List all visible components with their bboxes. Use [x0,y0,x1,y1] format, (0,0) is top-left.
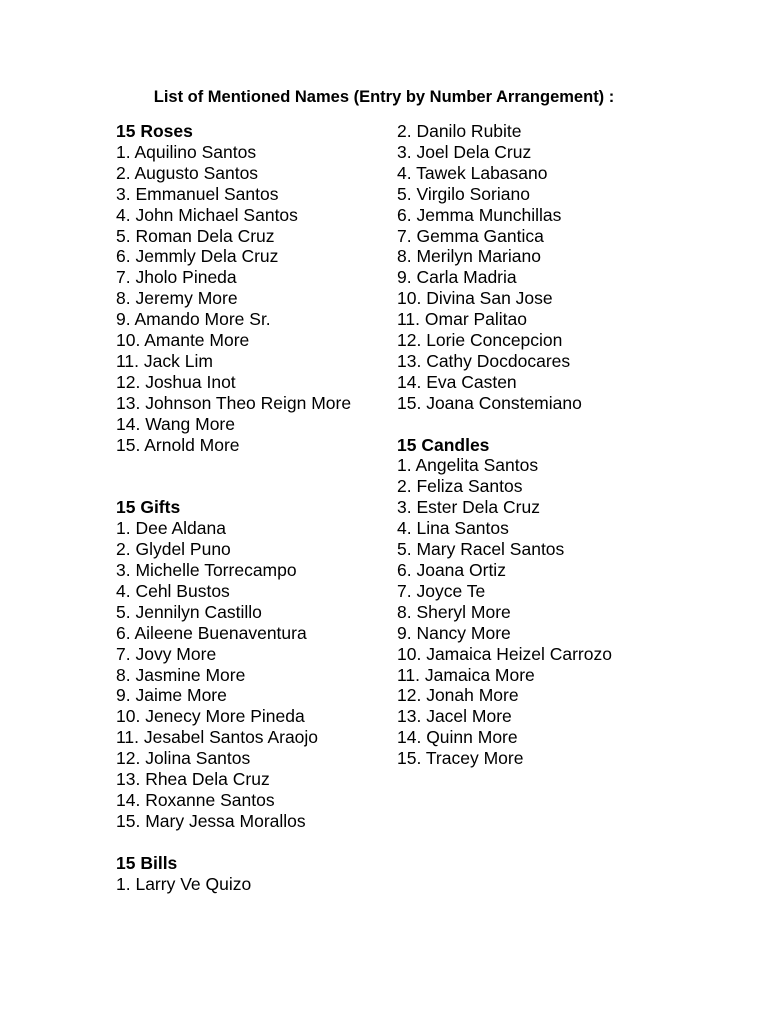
list-item: 14. Roxanne Santos [116,789,275,810]
list-item: 8. Sheryl More [397,601,511,622]
list-item: 9. Carla Madria [397,267,517,288]
gifts-heading: 15 Gifts [116,497,181,518]
list-item: 2. Danilo Rubite [397,121,522,141]
list-item: 2. Glydel Puno [116,539,231,560]
list-item: 6. Aileene Buenaventura [116,622,307,643]
list-item: 8. Merilyn Mariano [397,246,541,267]
list-item: 10. Amante More [116,330,250,351]
roses-heading: 15 Roses [116,121,193,141]
list-item: 6. Jemmly Dela Cruz [116,246,279,267]
list-item: 10. Divina San Jose [397,288,553,309]
list-item: 1. Angelita Santos [397,455,539,476]
list-item: 8. Jasmine More [116,664,246,685]
list-item: 9. Amando More Sr. [116,309,271,330]
bills-section-continued [397,121,757,414]
list-item: 9. Nancy More [397,622,511,643]
list-item: 1. Dee Aldana [116,518,226,539]
left-column [116,121,386,895]
candles-section [397,435,757,770]
list-item: 4. Lina Santos [397,518,509,539]
candles-heading: 15 Candles [397,434,490,455]
list-item: 7. Joyce Te [397,580,486,601]
list-item: 1. Aquilino Santos [116,141,257,162]
list-item: 15. Arnold More [116,434,240,455]
list-item: 3. Emmanuel Santos [116,183,279,204]
spacer [116,456,386,498]
list-item: 3. Joel Dela Cruz [397,141,532,162]
list-item: 12. Lorie Concepcion [397,330,563,351]
list-item: 13. Johnson Theo Reign More [116,392,352,413]
list-item: 1. Larry Ve Quizo [116,873,252,894]
list-item: 15. Tracey More [397,748,524,769]
list-item: 6. Jemma Munchillas [397,204,562,225]
list-item: 9. Jaime More [116,685,227,706]
list-item: 3. Ester Dela Cruz [397,497,540,518]
list-item: 10. Jenecy More Pineda [116,706,305,727]
list-item: 3. Michelle Torrecampo [116,560,297,581]
list-item: 12. Jonah More [397,685,519,706]
spacer [116,832,386,853]
list-item: 13. Jacel More [397,706,512,727]
list-item: 15. Mary Jessa Morallos [116,810,306,831]
list-item: 4. John Michael Santos [116,204,298,225]
list-item: 4. Tawek Labasano [397,162,548,183]
list-item: 12. Joshua Inot [116,371,236,392]
list-item: 7. Jholo Pineda [116,267,237,288]
list-item: 12. Jolina Santos [116,748,251,769]
spacer [397,414,757,435]
list-item: 5. Virgilo Soriano [397,183,530,204]
list-item: 7. Gemma Gantica [397,225,544,246]
page-title: List of Mentioned Names (Entry by Number Arrangement) : [153,88,615,106]
list-item: 5. Jennilyn Castillo [116,601,262,622]
list-item: 14. Wang More [116,413,235,434]
list-item: 11. Omar Palitao [397,309,528,330]
list-item: 8. Jeremy More [116,288,238,309]
list-item: 13. Cathy Docdocares [397,350,571,371]
list-item: 2. Feliza Santos [397,476,523,497]
bills-heading: 15 Bills [116,852,178,873]
list-item: 14. Quinn More [397,727,518,748]
list-item: 14. Eva Casten [397,371,517,392]
list-item: 13. Rhea Dela Cruz [116,769,270,790]
list-item: 11. Jack Lim [116,350,213,371]
right-column [397,121,757,769]
list-item: 6. Joana Ortiz [397,560,506,581]
list-item: 5. Mary Racel Santos [397,539,565,560]
list-item: 2. Augusto Santos [116,162,259,183]
list-item: 15. Joana Constemiano [397,392,582,413]
list-item: 11. Jamaica More [397,664,535,685]
list-item: 4. Cehl Bustos [116,580,230,601]
gifts-section [116,497,386,832]
bills-section [116,853,386,895]
list-item: 10. Jamaica Heizel Carrozo [397,643,612,664]
roses-section [116,121,386,456]
list-item: 7. Jovy More [116,643,217,664]
list-item: 5. Roman Dela Cruz [116,225,275,246]
list-item: 11. Jesabel Santos Araojo [116,727,319,748]
